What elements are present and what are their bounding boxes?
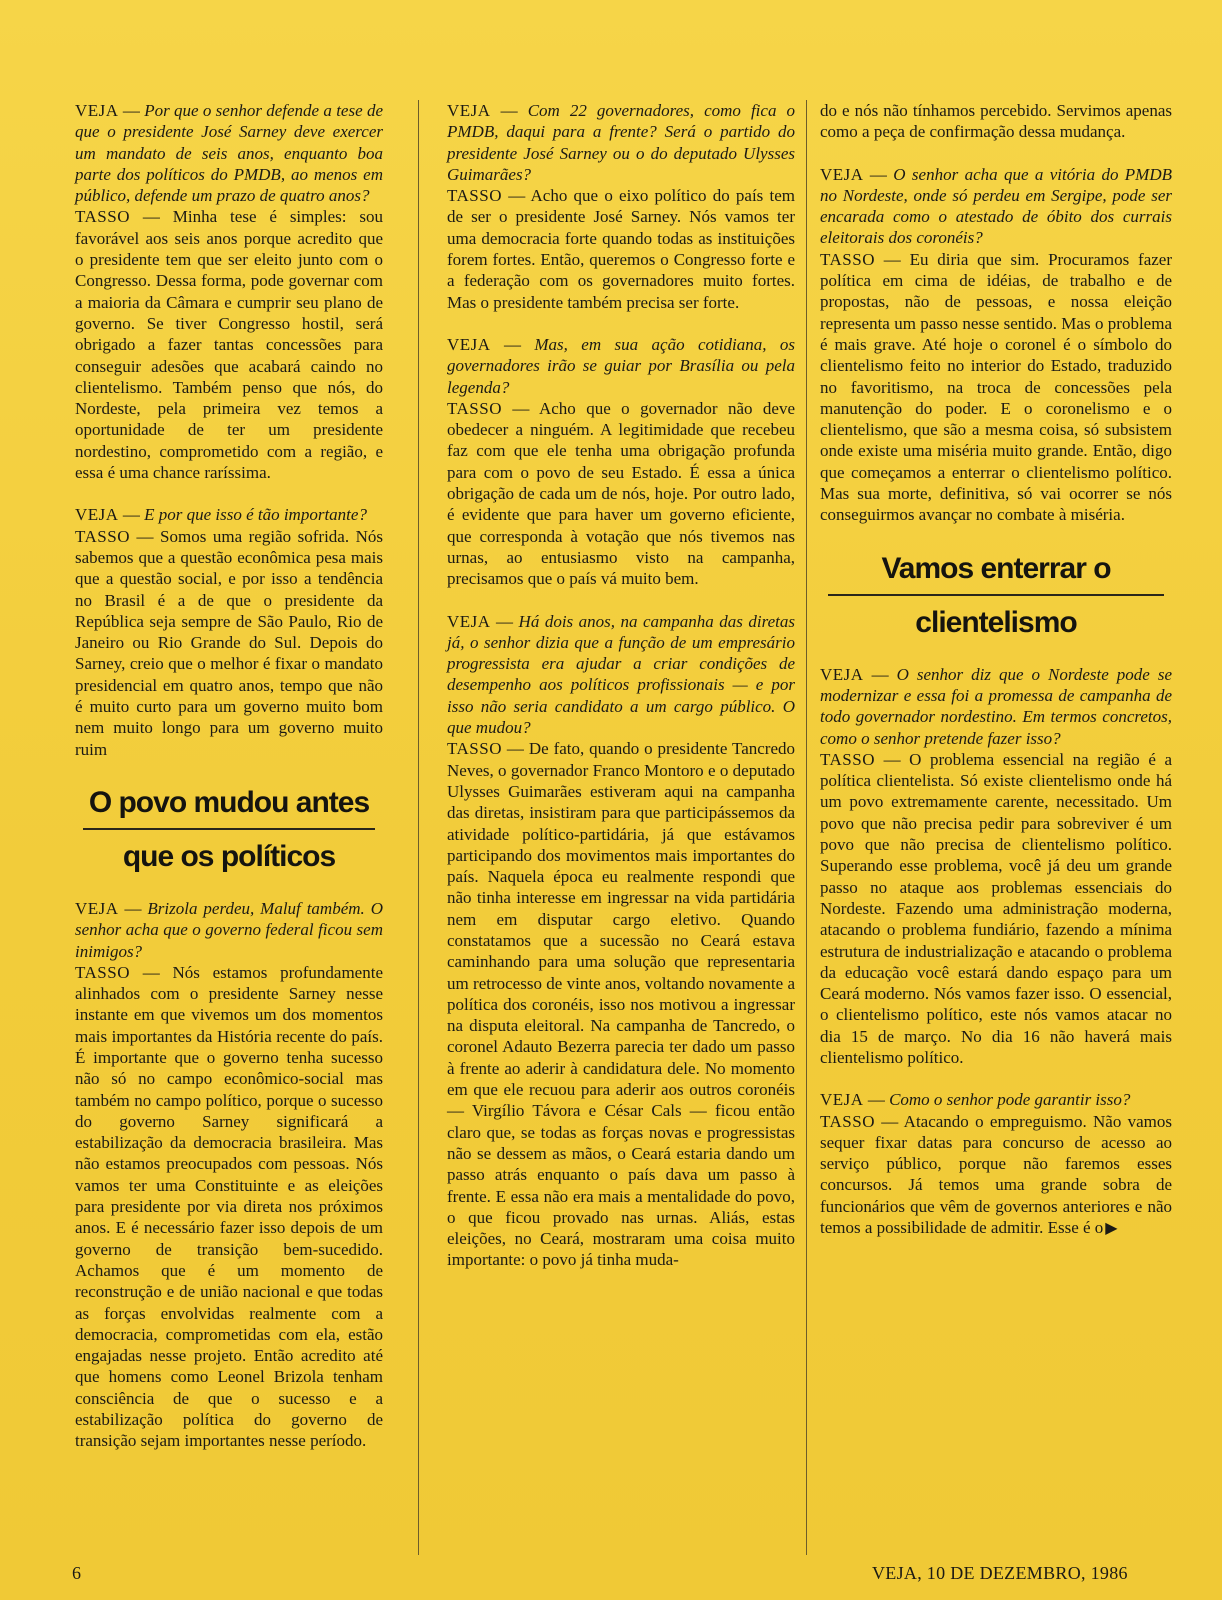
question-text: O senhor acha que a vitória do PMDB no Nordeste, onde só perdeu em Sergipe, pode ser encarada como o atestado de óbito dos currais eleitorais dos coronéis? xyxy=(820,164,1173,248)
speaker-veja: VEJA xyxy=(820,164,864,184)
question-paragraph: VEJA — Por que o senhor defende a tese de que o presidente José Sarney deve exercer um mandato de seis anos, enquanto boa parte dos políticos do PMDB, ao menos em público, defende um prazo de quatro anos? xyxy=(75,101,383,206)
page-number: 6 xyxy=(72,1563,81,1583)
question-paragraph: VEJA — Há dois anos, na campanha das diretas já, o senhor dizia que a função de um empresário progressista era ajudar a criar condições de desempenho aos políticos profissionais — e por isso não seria candidato a um cargo público. O que mudou? xyxy=(447,611,795,738)
question-text: Por que o senhor defende a tese de que o presidente José Sarney deve exercer um mandato de seis anos, enquanto boa parte dos políticos do PMDB, ao menos em público, defende um prazo de quatro anos? xyxy=(75,101,383,206)
speaker-tasso: TASSO xyxy=(75,962,130,982)
question-text: Como o senhor pode garantir isso? xyxy=(889,1090,1131,1110)
answer-text: De fato, quando o presidente Tancredo Neves, o governador Franco Montoro e o deputado Ulysses Guimarães estiveram aqui na campanha das diretas, insistiram para que participássemos da atividade político-partidária, já que estávamos participando dos movimentos mais importantes do país. Naquela época eu realmente respondi que não tinha interesse em ingressar na vida partidária nem em disputar cargo eletivo. Quando constatamos que a sucessão no Ceará estava caminhando para uma solução que representaria um retrocesso de vinte anos, voltando novamente a política dos coronéis, isso nos motivou a ingressar na disputa eleitoral. Na campanha de Tancredo, o coronel Adauto Bezerra parecia ter dado um passo à frente ao aderir à candidatura dele. No momento em que ele recuou para aderir aos outros coronéis — Virgílio Távora e César Cals — ficou então claro que, se todas as forças novas e progressistas não se dessem as mãos, o Ceará estaria dando um passo atrás enquanto o país dava um passo à frente. E essa não era mais a mentalidade do povo, o que ficou provado nas urnas. Aliás, estas eleições, no Ceará, mostraram uma coisa muito importante: o povo já tinha muda- xyxy=(447,739,795,1270)
subheading xyxy=(75,780,383,880)
speaker-veja: VEJA xyxy=(447,101,491,120)
question-text: Com 22 governadores, como fica o PMDB, daqui para a frente? Será o partido do presidente José Sarney ou o do deputado Ulysses Guimarães? xyxy=(447,101,795,184)
answer-text: Acho que o eixo político do país tem de ser o presidente José Sarney. Nós vamos ter uma democracia forte quando todas as instituições forem fortes. Então, queremos o Congresso forte e a federação com os governadores muito fortes. Mas o presidente também precisa ser forte. xyxy=(447,186,796,312)
issue-footer: VEJA, 10 DE DEZEMBRO, 1986 xyxy=(872,1563,1128,1583)
question-text: O senhor diz que o Nordeste pode se modernizar e essa foi a promessa de campanha de todo governador nordestino. Em termos concretos, como o senhor pretende fazer isso? xyxy=(820,664,1173,748)
question-text: Mas, em sua ação cotidiana, os governadores irão se guiar por Brasília ou pela legenda? xyxy=(447,334,795,397)
speaker-veja: VEJA xyxy=(820,664,864,684)
column-2 xyxy=(447,100,795,1271)
answer-paragraph: TASSO — Somos uma região sofrida. Nós sabemos que a questão econômica pesa mais que a questão social, e por isso a tendência no Brasil é a de que o presidente da República seja sempre de São Paulo, Rio de Janeiro ou Rio Grande do Sul. Depois do Sarney, creio que o melhor é fixar o mandato presidencial em quatro anos, tempo que não é muito curto para um governo muito bom nem muito longo para um governo muito ruim xyxy=(75,526,384,759)
subheading-line: clientelismo xyxy=(915,605,1077,639)
question-paragraph: VEJA — E por que isso é tão importante? xyxy=(75,505,367,525)
answer-paragraph: TASSO — Atacando o empreguismo. Não vamos sequer fixar datas para concurso de acesso ao serviço público, porque não faremos esses concursos. Já temos uma grande sobra de funcionários que vêm de governos anteriores e não temos a possibilidade de admitir. Esse é o ▶ xyxy=(820,1111,1172,1240)
speaker-tasso: TASSO xyxy=(447,739,502,759)
question-paragraph: VEJA — O senhor diz que o Nordeste pode se modernizar e essa foi a promessa de campanha de todo governador nordestino. Em termos concretos, como o senhor pretende fazer isso? xyxy=(820,664,1173,748)
question-paragraph: VEJA — Como o senhor pode garantir isso? xyxy=(820,1090,1131,1110)
question-text: E por que isso é tão importante? xyxy=(144,505,367,525)
answer-paragraph: TASSO — Acho que o governador não deve obedecer a ninguém. A legitimidade que recebeu faz com que ele tenha uma obrigação profunda para com o povo de seu Estado. É essa a única obrigação de cada um de nós, hoje. Por outro lado, é evidente que para haver um governo eficiente, que corresponda à votação que nós tivemos nas urnas, ao entusiasmo visto na campanha, precisamos que o país vá muito bem. xyxy=(447,398,796,589)
subheading xyxy=(820,546,1172,646)
speaker-tasso: TASSO xyxy=(820,749,875,769)
subheading-line: Vamos enterrar o xyxy=(828,546,1164,596)
answer-paragraph: TASSO — Minha tese é simples: sou favorável aos seis anos porque acredito que o presidente tem que ser eleito junto com o Congresso. Dessa forma, pode governar com a maioria da Câmara e cumprir seu plano de governo. Se tiver Congresso hostil, será obrigado a fazer tantas concessões para conseguir adesões que acabará caindo no clientelismo. Também penso que nós, do Nordeste, pela primeira vez temos a oportunidade de ter um presidente nordestino, comprometido com a região, e essa é uma chance raríssima. xyxy=(75,207,383,483)
speaker-tasso: TASSO xyxy=(75,207,130,227)
answer-paragraph: TASSO — De fato, quando o presidente Tancredo Neves, o governador Franco Montoro e o deputado Ulysses Guimarães estiveram aqui na campanha das diretas, insistiram para que participássemos da atividade político-partidária, já que estávamos participando dos movimentos mais importantes do país. Naquela época eu realmente respondi que não tinha interesse em ingressar na vida partidária nem em disputar cargo eletivo. Quando constatamos que a sucessão no Ceará estava caminhando para uma solução que representaria um retrocesso de vinte anos, voltando novamente a política dos coronéis, isso nos motivou a ingressar na disputa eleitoral. Na campanha de Tancredo, o coronel Adauto Bezerra parecia ter dado um passo à frente ao aderir à candidatura dele. No momento em que ele recuou para aderir aos outros coronéis — Virgílio Távora e César Cals — ficou então claro que, se todas as forças novas e progressistas não se dessem as mãos, o Ceará estaria dando um passo atrás enquanto o país dava um passo à frente. E essa não era mais a mentalidade do povo, o que ficou provado nas urnas. Aliás, estas eleições, no Ceará, mostraram uma coisa muito importante: o povo já tinha muda- xyxy=(447,739,795,1270)
answer-text: Acho que o governador não deve obedecer a ninguém. A legitimidade que recebeu faz com que ele tenha uma obrigação profunda para com o povo de seu Estado. É essa a única obrigação de cada um de nós, hoje. Por outro lado, é evidente que para haver um governo eficiente, que corresponda à votação que nós tivemos nas urnas, ao entusiasmo visto na campanha, precisamos que o país vá muito bem. xyxy=(447,398,796,589)
column-3 xyxy=(820,100,1172,1239)
speaker-veja: VEJA xyxy=(447,611,491,631)
column-rule xyxy=(806,100,807,1555)
question-paragraph: VEJA — O senhor acha que a vitória do PMDB no Nordeste, onde só perdeu em Sergipe, pode ser encarada como o atestado de óbito dos currais eleitorais dos coronéis? xyxy=(820,164,1173,248)
question-paragraph: VEJA — Com 22 governadores, como fica o PMDB, daqui para a frente? Será o partido do presidente José Sarney ou o do deputado Ulysses Guimarães? xyxy=(447,101,795,184)
speaker-tasso: TASSO xyxy=(820,1111,875,1131)
continue-arrow-icon: ▶ xyxy=(1105,1220,1118,1238)
answer-paragraph: TASSO — Eu diria que sim. Procuramos fazer política em cima de idéias, de trabalho e de propostas, não de pessoas, e nossa eleição representa um passo nesse sentido. Mas o problema é mais grave. Até hoje o coronel é o símbolo do clientelismo feito no interior do Estado, traduzido no favoritismo, na troca de concessões pela manutenção do poder. E o coronelismo e o clientelismo, que são a mesma coisa, só subsistem onde existe uma miséria muito grande. Então, digo que começamos a enterrar o clientelismo político. Mas sua morte, definitiva, só vai ocorrer se nós conseguirmos avançar no combate à miséria. xyxy=(820,249,1173,525)
answer-text: Atacando o empreguismo. Não vamos sequer fixar datas para concurso de acesso ao serviço público, porque não faremos esses concursos. Já temos uma grande sobra de funcionários que vêm de governos anteriores e não temos a possibilidade de admitir. Esse é o xyxy=(820,1111,1172,1238)
speaker-tasso: TASSO xyxy=(75,526,130,546)
speaker-veja: VEJA xyxy=(447,334,491,354)
speaker-veja: VEJA xyxy=(75,101,119,120)
question-paragraph: VEJA — Brizola perdeu, Maluf também. O senhor acha que o governo federal ficou sem inimigos? xyxy=(75,898,383,961)
subheading-line: que os políticos xyxy=(122,839,336,873)
answer-paragraph: TASSO — Nós estamos profundamente alinhados com o presidente Sarney nesse instante em que vivemos um dos momentos mais importantes da História recente do país. É importante que o governo tenha sucesso não só no campo econômico-social mas também no campo político, porque o sucesso do governo Sarney significará a estabilização da democracia brasileira. Mas não estamos preocupados com pessoas. Nós vamos ter uma Constituinte e as eleições para presidente por via direta nos próximos anos. E é necessário fazer isso depois de um governo de transição bem-sucedido. Achamos que é um momento de reconstrução e de união nacional e que todas as forças envolvidas realmente com a democracia, comprometidas com ela, estão engajadas nesse projeto. Então acredito até que homens como Leonel Brizola tenham consciência de que o sucesso e a estabilização política do governo de transição sejam importantes nesse período. xyxy=(75,962,383,1451)
question-paragraph: VEJA — Mas, em sua ação cotidiana, os governadores irão se guiar por Brasília ou pela legenda? xyxy=(447,334,795,397)
speaker-tasso: TASSO xyxy=(447,398,502,418)
answer-text: Somos uma região sofrida. Nós sabemos que a questão econômica pesa mais que a questão social, e por isso a tendência no Brasil é a de que o presidente da República seja sempre de São Paulo, Rio de Janeiro ou Rio Grande do Sul. Depois do Sarney, creio que o melhor é fixar o mandato presidencial em quatro anos, tempo que não é muito curto para um governo muito bom nem muito longo para um governo muito ruim xyxy=(75,526,384,759)
speaker-veja: VEJA xyxy=(75,505,119,525)
answer-text: Minha tese é simples: sou favorável aos seis anos porque acredito que o presidente tem que ser eleito junto com o Congresso. Dessa forma, pode governar com a maioria da Câmara e cumprir seu plano de governo. Se tiver Congresso hostil, será obrigado a fazer tantas concessões para conseguir adesões que acabará caindo no clientelismo. Também penso que nós, do Nordeste, pela primeira vez temos a oportunidade de ter um presidente nordestino, comprometido com a região, e essa é uma chance raríssima. xyxy=(75,207,383,483)
answer-paragraph: TASSO — O problema essencial na região é a política clientelista. Só existe clientelismo onde há um povo extremamente carente, necessitado. Um povo que não precisa pedir para sobreviver é um povo que não precisa de clientelismo político. Superando esse problema, você já deu um grande passo no ataque aos problemas essenciais do Nordeste. Fazendo uma administração moderna, atacando o problema fundiário, fazendo a mínima estrutura de industrialização e atacando o problema da educação você estará dando espaço para um Ceará moderno. Nós vamos fazer isso. O essencial, o clientelismo político, este nós vamos atacar no dia 15 de março. No dia 16 não haverá mais clientelismo político. xyxy=(820,749,1172,1067)
speaker-tasso: TASSO xyxy=(447,186,502,206)
question-text: Há dois anos, na campanha das diretas já, o senhor dizia que a função de um empresário progressista era ajudar a criar condições de desempenho aos políticos profissionais — e por isso não seria candidato a um cargo público. O que mudou? xyxy=(447,611,795,738)
continued-paragraph: do e nós não tínhamos percebido. Servimos apenas como a peça de confirmação dessa mudança. xyxy=(820,101,1172,142)
answer-text: Eu diria que sim. Procuramos fazer política em cima de idéias, de trabalho e de propostas, não de pessoas, e nossa eleição representa um passo nesse sentido. Mas o problema é mais grave. Até hoje o coronel é o símbolo do clientelismo feito no interior do Estado, traduzido no favoritismo, na troca de concessões pela manutenção do poder. E o coronelismo e o clientelismo, que são a mesma coisa, só subsistem onde existe uma miséria muito grande. Então, digo que começamos a enterrar o clientelismo político. Mas sua morte, definitiva, só vai ocorrer se nós conseguirmos avançar no combate à miséria. xyxy=(820,249,1173,525)
answer-text: Nós estamos profundamente alinhados com o presidente Sarney nesse instante em que vivemos um dos momentos mais importantes da História recente do país. É importante que o governo tenha sucesso não só no campo econômico-social mas também no campo político, porque o sucesso do governo Sarney significará a estabilização da democracia brasileira. Mas não estamos preocupados com pessoas. Nós vamos ter uma Constituinte e as eleições para presidente por via direta nos próximos anos. E é necessário fazer isso depois de um governo de transição bem-sucedido. Achamos que é um momento de reconstrução e de união nacional e que todas as forças envolvidas realmente com a democracia, comprometidas com ela, estão engajadas nesse projeto. Então acredito até que homens como Leonel Brizola tenham consciência de que o sucesso e a estabilização política do governo de transição sejam importantes nesse período. xyxy=(75,962,383,1451)
subheading-line: O povo mudou antes xyxy=(83,780,375,830)
answer-text: O problema essencial na região é a política clientelista. Só existe clientelismo onde há um povo extremamente carente, necessitado. Um povo que não precisa pedir para sobreviver é um povo que não precisa de clientelismo político. Superando esse problema, você já deu um grande passo no ataque aos problemas essenciais do Nordeste. Fazendo uma administração moderna, atacando o problema fundiário, fazendo a mínima estrutura de industrialização e atacando o problema da educação você estará dando espaço para um Ceará moderno. Nós vamos fazer isso. O essencial, o clientelismo político, este nós vamos atacar no dia 15 de março. No dia 16 não haverá mais clientelismo político. xyxy=(820,749,1172,1067)
speaker-veja: VEJA xyxy=(820,1090,864,1110)
column-1 xyxy=(75,100,383,1452)
answer-paragraph: TASSO — Acho que o eixo político do país tem de ser o presidente José Sarney. Nós vamos ter uma democracia forte quando todas as instituições forem fortes. Então, queremos o Congresso forte e a federação com os governadores muito fortes. Mas o presidente também precisa ser forte. xyxy=(447,186,796,312)
speaker-veja: VEJA xyxy=(75,898,119,918)
column-rule xyxy=(418,100,419,1555)
speaker-tasso: TASSO xyxy=(820,249,875,269)
question-text: Brizola perdeu, Maluf também. O senhor acha que o governo federal ficou sem inimigos? xyxy=(75,898,383,961)
